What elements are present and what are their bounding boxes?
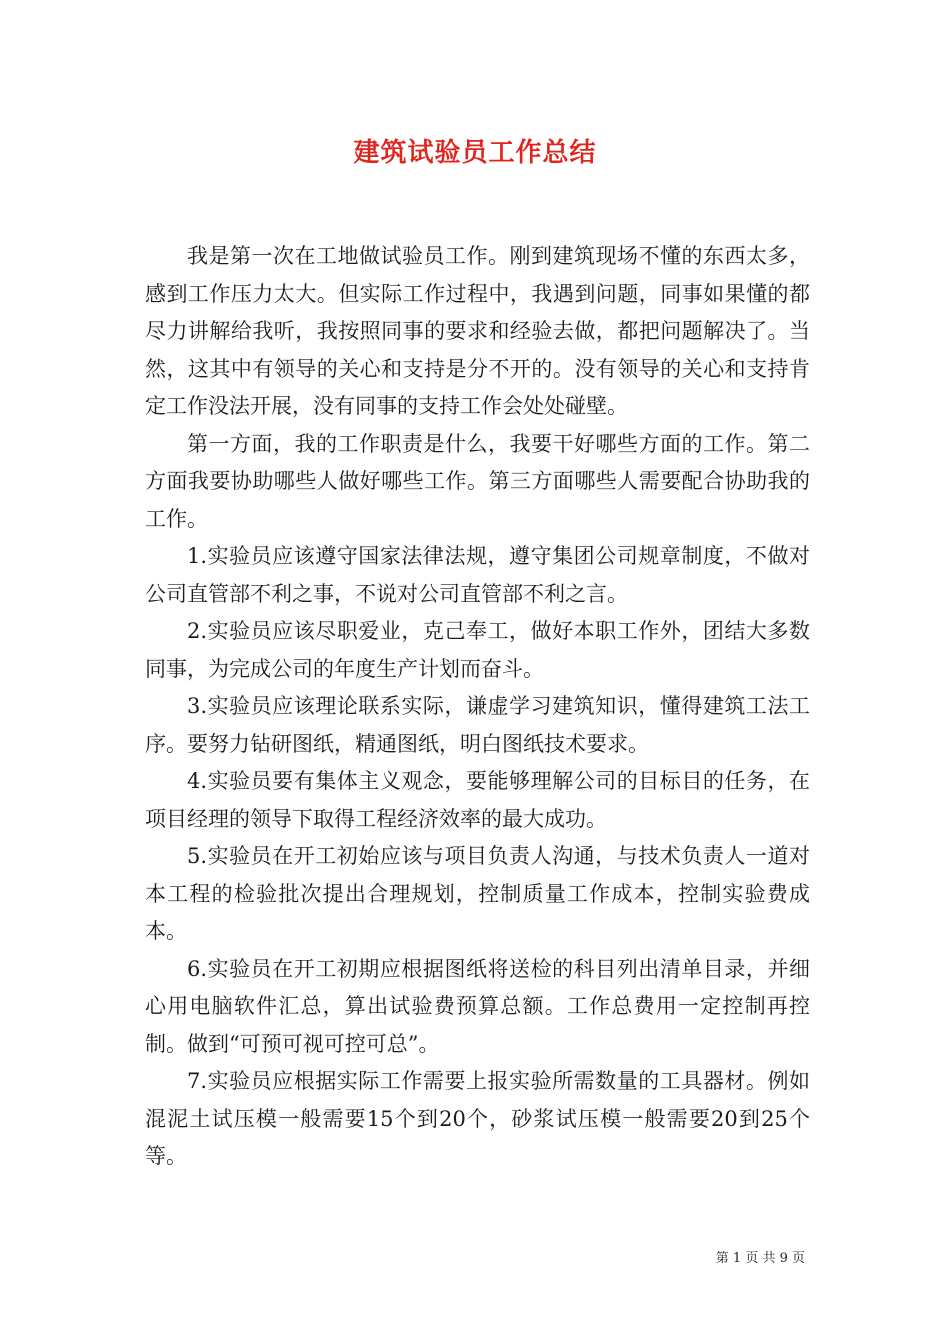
paragraph-item-5: 5.实验员在开工初始应该与项目负责人沟通，与技术负责人一道对本工程的检验批次提出合理规划，控制质量工作成本，控制实验费成本。: [145, 844, 810, 943]
document-title: 建筑试验员工作总结: [353, 138, 597, 168]
paragraph-item-6: 6.实验员在开工初期应根据图纸将送检的科目列出清单目录，并细心用电脑软件汇总，算出试验费预算总额。工作总费用一定控制再控制。做到“可预可视可控可总”。: [145, 956, 810, 1056]
paragraph-item-3: 3.实验员应该理论联系实际，谦虚学习建筑知识，懂得建筑工法工序。要努力钻研图纸，精通图纸，明白图纸技术要求。: [145, 694, 810, 756]
paragraph-item-4: 4.实验员要有集体主义观念，要能够理解公司的目标目的任务，在项目经理的领导下取得工程经济效率的最大成功。: [145, 769, 810, 831]
document-body: [145, 238, 810, 1176]
paragraph-item-2: 2.实验员应该尽职爱业，克己奉工，做好本职工作外，团结大多数同事，为完成公司的年度生产计划而奋斗。: [145, 619, 810, 681]
paragraph-aspects: 第一方面，我的工作职责是什么，我要干好哪些方面的工作。第二方面我要协助哪些人做好哪些工作。第三方面哪些人需要配合协助我的工作。: [145, 431, 810, 531]
paragraph-item-7: 7.实验员应根据实际工作需要上报实验所需数量的工具器材。例如混泥土试压模一般需要15个到20个，砂浆试压模一般需要20到25个等。: [145, 1069, 810, 1168]
paragraph-intro: 我是第一次在工地做试验员工作。刚到建筑现场不懂的东西太多，感到工作压力太大。但实际工作过程中，我遇到问题，同事如果懂的都尽力讲解给我听，我按照同事的要求和经验去做，都把问题解决了。当然，这其中有领导的关心和支持是分不开的。没有领导的关心和支持肯定工作没法开展，没有同事的支持工作会处处碰壁。: [145, 244, 810, 418]
page-number: 第 1 页 共 9 页: [715, 1251, 805, 1266]
paragraph-item-1: 1.实验员应该遵守国家法律法规，遵守集团公司规章制度，不做对公司直管部不利之事，不说对公司直管部不利之言。: [145, 544, 810, 606]
